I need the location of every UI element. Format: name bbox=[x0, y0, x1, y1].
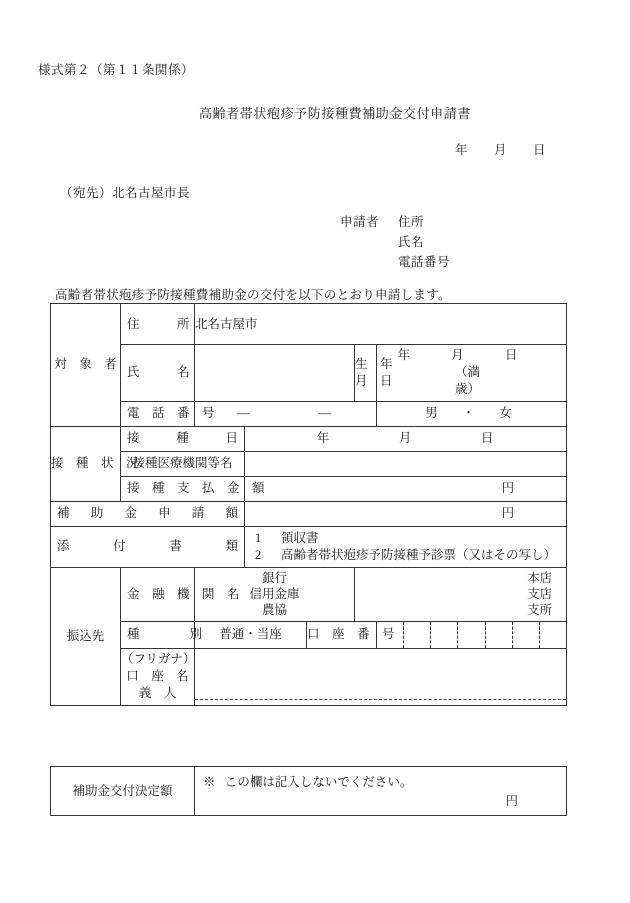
branch-kind-option: 本店 bbox=[527, 570, 553, 585]
birthdate-value[interactable] bbox=[377, 345, 567, 402]
target-person-label: 対 象 者 bbox=[51, 304, 121, 427]
applicant-address-row bbox=[340, 212, 450, 232]
document-title: 高齢者帯状疱疹予防接種費補助金交付申請書 bbox=[198, 106, 471, 121]
bank-kind-option: 銀行 bbox=[261, 570, 287, 585]
attachments-label: 添 付 書 類 bbox=[51, 526, 245, 567]
note-mark-icon: ※ bbox=[203, 774, 216, 789]
institution-label: 接種医療機関等名 bbox=[121, 451, 245, 476]
account-number-label: 口 座 番 号 bbox=[307, 621, 377, 648]
birth-month-label: 月 bbox=[451, 348, 464, 362]
phone-separator-2: — bbox=[318, 406, 332, 421]
note-text: この欄は記入しないでください。 bbox=[224, 774, 413, 789]
table-row-target-name bbox=[51, 345, 567, 402]
phone-label: 電 話 番 号 bbox=[121, 401, 195, 426]
attachment-item bbox=[255, 547, 566, 564]
account-holder-value[interactable] bbox=[195, 648, 567, 705]
birthdate-label: 生 年 月 日 bbox=[355, 345, 377, 402]
table-row-attachments bbox=[51, 526, 567, 567]
applicant-name-label: 氏名 bbox=[398, 235, 425, 249]
holder-name-label: 口 座 名 義 人 bbox=[126, 669, 202, 701]
furigana-divider bbox=[195, 699, 566, 700]
subsidy-request-label: 補 助 金 申 請 額 bbox=[51, 501, 245, 526]
table-row-subsidy-request bbox=[51, 501, 567, 526]
applicant-phone-row bbox=[340, 252, 450, 272]
vaccination-date-label: 接 種 日 bbox=[121, 426, 245, 451]
attachments-value bbox=[245, 526, 567, 567]
branch-value[interactable] bbox=[355, 567, 567, 621]
attachment-number: 1 bbox=[255, 530, 262, 545]
account-type-options[interactable]: 普通・当座 bbox=[195, 621, 307, 648]
address-value[interactable]: 北名古屋市 bbox=[195, 304, 567, 345]
attachment-text: 領収書 bbox=[281, 530, 319, 545]
subsidy-request-unit: 円 bbox=[501, 506, 515, 521]
subsidy-request-value[interactable] bbox=[245, 501, 567, 526]
table-row-decision bbox=[51, 767, 567, 816]
account-type-label: 種 別 bbox=[121, 621, 195, 648]
account-number-value[interactable] bbox=[377, 621, 567, 648]
table-row-vaccination-date bbox=[51, 426, 567, 451]
attachment-text: 高齢者帯状疱疹予防接種予診票（又はその写し） bbox=[281, 547, 557, 562]
applicant-block bbox=[340, 212, 450, 272]
birth-year-label: 年 bbox=[397, 348, 411, 362]
gender-options[interactable]: 男 ・ 女 bbox=[377, 401, 567, 426]
vacc-day-label: 日 bbox=[480, 431, 494, 446]
vacc-month-label: 月 bbox=[398, 431, 412, 446]
account-digit-cell[interactable] bbox=[513, 622, 540, 648]
branch-kind-option: 支所 bbox=[527, 602, 553, 617]
account-holder-label bbox=[121, 648, 202, 705]
date-day-label: 日 bbox=[533, 143, 547, 157]
decision-table bbox=[50, 766, 567, 816]
vacc-year-label: 年 bbox=[316, 431, 330, 446]
address-label: 住 所 bbox=[121, 304, 195, 345]
vaccination-date-value[interactable] bbox=[245, 426, 567, 451]
payment-value[interactable] bbox=[245, 476, 567, 501]
table-row-target-phone bbox=[51, 401, 567, 426]
decision-note bbox=[203, 773, 566, 792]
phone-separator-1: — bbox=[236, 406, 250, 421]
form-number: 様式第２（第１１条関係） bbox=[38, 63, 195, 77]
account-digit-cell[interactable] bbox=[540, 622, 566, 648]
name-value[interactable] bbox=[195, 345, 355, 402]
table-row-target-address bbox=[51, 304, 567, 345]
transfer-label: 振込先 bbox=[51, 567, 121, 705]
table-row-account-type bbox=[51, 621, 567, 648]
decision-value bbox=[195, 767, 567, 816]
date-year-label: 年 bbox=[455, 143, 469, 157]
bank-kind-option: 農協 bbox=[261, 602, 287, 617]
attachment-item bbox=[255, 530, 566, 547]
applicant-address-label: 住所 bbox=[398, 215, 425, 229]
age-prefix-label: （満 bbox=[455, 364, 481, 379]
birth-day-label: 日 bbox=[504, 348, 518, 362]
applicant-label: 申請者 bbox=[340, 215, 380, 229]
account-digit-cell[interactable] bbox=[377, 622, 404, 648]
addressee: （宛先）北名古屋市長 bbox=[60, 186, 191, 200]
table-row-payment bbox=[51, 476, 567, 501]
account-digit-cell[interactable] bbox=[431, 622, 458, 648]
furigana-label: （フリガナ） bbox=[121, 652, 196, 667]
intro-sentence: 高齢者帯状疱疹予防接種費補助金の交付を以下のとおり申請します。 bbox=[55, 288, 451, 302]
applicant-phone-label: 電話番号 bbox=[398, 255, 451, 269]
bank-kind-option: 信用金庫 bbox=[249, 586, 300, 601]
table-row-account-holder bbox=[51, 648, 567, 705]
application-table bbox=[50, 303, 567, 706]
applicant-name-row bbox=[340, 232, 450, 252]
name-label: 氏 名 bbox=[121, 345, 195, 402]
payment-unit: 円 bbox=[501, 481, 515, 496]
table-row-bank-institution bbox=[51, 567, 567, 621]
payment-label: 接 種 支 払 金 額 bbox=[121, 476, 245, 501]
attachment-number: 2 bbox=[255, 547, 262, 562]
account-digit-cell[interactable] bbox=[486, 622, 513, 648]
date-month-label: 月 bbox=[494, 143, 508, 157]
age-suffix-label: 歳） bbox=[455, 381, 481, 396]
application-date-line bbox=[455, 140, 546, 158]
account-digit-cell[interactable] bbox=[404, 622, 431, 648]
bank-institution-label: 金 融 機 関 名 bbox=[121, 567, 195, 621]
institution-value[interactable] bbox=[245, 451, 567, 476]
branch-kind-option: 支店 bbox=[527, 586, 553, 601]
account-digit-cell[interactable] bbox=[458, 622, 485, 648]
vaccination-status-label: 接 種 状 況 bbox=[51, 426, 121, 501]
decision-label: 補助金交付決定額 bbox=[51, 767, 195, 816]
phone-value[interactable] bbox=[195, 401, 377, 426]
decision-unit: 円 bbox=[505, 793, 518, 808]
